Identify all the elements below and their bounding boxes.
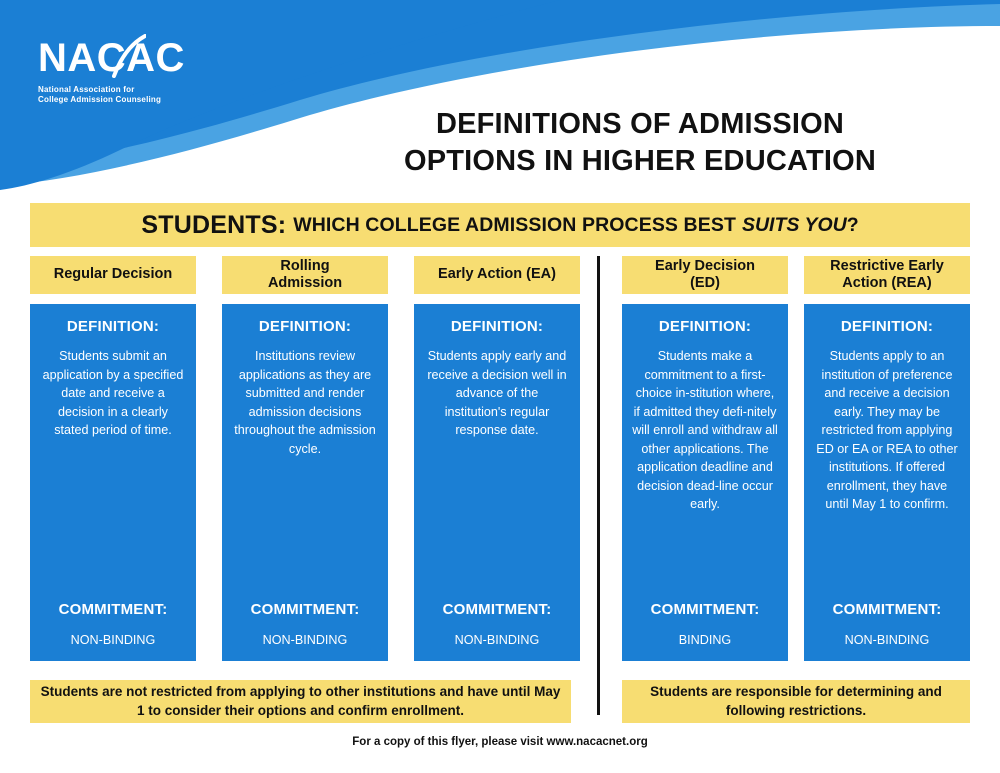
commitment-label: COMMITMENT: — [58, 601, 168, 618]
commitment-block-early-action — [414, 601, 580, 647]
title-lead: STUDENTS: — [141, 210, 287, 239]
column-body-early-decision — [622, 304, 788, 661]
column-header-early-decision: Early Decision (ED) — [622, 256, 788, 294]
admission-options-columns — [30, 256, 970, 671]
commitment-value-early-action: NON-BINDING — [454, 633, 540, 647]
commitment-label: COMMITMENT: — [650, 601, 760, 618]
definition-text-early-decision: Students make a commitment to a first-choice in-stitution where, if admitted they defi-nitely will enroll and withdraw all other applications. The application deadline and decision dead-line occur early. — [632, 349, 778, 511]
definition-label: DEFINITION: — [840, 318, 934, 335]
commitment-value-early-decision: BINDING — [678, 633, 732, 647]
commitment-label: COMMITMENT: — [832, 601, 942, 618]
page-title: DEFINITIONS OF ADMISSION OPTIONS IN HIGHER EDUCATION — [403, 108, 877, 178]
students-title-bar — [30, 203, 970, 247]
definition-text-early-action: Students apply early and receive a decision well in advance of the institution's regular response date. — [427, 349, 567, 437]
definition-label: DEFINITION: — [658, 318, 752, 335]
footer-note: For a copy of this flyer, please visit www.nacacnet.org — [352, 736, 648, 748]
column-header-early-action: Early Action (EA) — [414, 256, 580, 294]
group-divider — [597, 256, 600, 715]
definition-text-restrictive-early-action: Students apply to an institution of preference and receive a decision early. They may be restricted from applying ED or EA or REA to other institutions. If offered enrollment, they have until May 1 to confirm. — [816, 349, 958, 511]
logo-subtitle: National Association for College Admission Counseling — [38, 85, 162, 104]
logo-word-text: NACAC — [38, 36, 185, 80]
column-body-rolling-admission — [222, 304, 388, 661]
commitment-label: COMMITMENT: — [250, 601, 360, 618]
nacac-logo — [38, 38, 268, 105]
title-tail: ? — [846, 213, 859, 236]
header-banner — [0, 0, 1000, 196]
definition-text-rolling-admission: Institutions review applications as they are submitted and render admission decisions throughout the admission cycle. — [234, 349, 376, 456]
commitment-block-restrictive-early-action — [804, 601, 970, 647]
commitment-label: COMMITMENT: — [442, 601, 552, 618]
column-rolling-admission — [222, 256, 388, 661]
definition-label: DEFINITION: — [66, 318, 160, 335]
definition-label: DEFINITION: — [258, 318, 352, 335]
column-body-restrictive-early-action — [804, 304, 970, 661]
note-non-restricted: Students are not restricted from applying to other institutions and have until May 1 to consider their options and confirm enrollment. — [30, 680, 571, 723]
title-main: WHICH COLLEGE ADMISSION PROCESS BEST — [293, 213, 736, 236]
column-body-early-action — [414, 304, 580, 661]
column-restrictive-early-action — [804, 256, 970, 661]
definition-label: DEFINITION: — [450, 318, 544, 335]
commitment-block-regular-decision — [30, 601, 196, 647]
column-early-decision — [622, 256, 788, 661]
column-body-regular-decision — [30, 304, 196, 661]
definition-text-regular-decision: Students submit an application by a specified date and receive a decision in a clearly stated period of time. — [42, 349, 184, 437]
note-restrictions: Students are responsible for determining and following restrictions. — [622, 680, 970, 723]
commitment-value-regular-decision: NON-BINDING — [70, 633, 156, 647]
column-regular-decision — [30, 256, 196, 661]
column-header-restrictive-early-action: Restrictive Early Action (REA) — [804, 256, 970, 294]
commitment-value-restrictive-early-action: NON-BINDING — [844, 633, 930, 647]
commitment-block-rolling-admission — [222, 601, 388, 647]
title-italic: SUITS YOU — [741, 213, 847, 236]
commitment-block-early-decision — [622, 601, 788, 647]
column-early-action — [414, 256, 580, 661]
logo-wordmark — [38, 38, 185, 78]
column-header-regular-decision: Regular Decision — [30, 256, 196, 294]
commitment-value-rolling-admission: NON-BINDING — [262, 633, 348, 647]
column-header-rolling-admission: Rolling Admission — [222, 256, 388, 294]
